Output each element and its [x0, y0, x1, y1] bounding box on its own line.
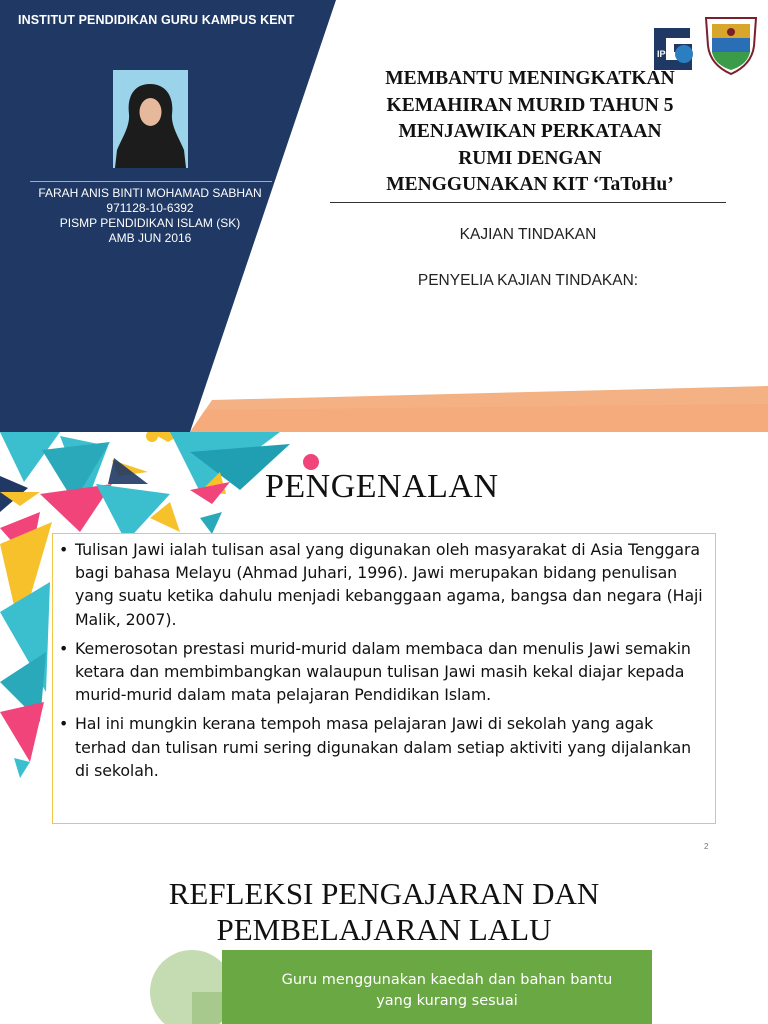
author-program: PISMP PENDIDIKAN ISLAM (SK) — [59, 216, 241, 230]
bullet-icon: • — [59, 540, 69, 559]
svg-text:IPG: IPG — [657, 49, 673, 59]
heading-line: REFLEKSI PENGAJARAN DAN — [168, 876, 600, 911]
introduction-bullet-list — [59, 538, 705, 782]
author-divider — [30, 181, 272, 182]
title-line: RUMI DENGAN — [458, 147, 602, 169]
slide-reflection — [0, 860, 768, 1024]
title-line: MENJAWIKAN PERKATAAN — [398, 121, 662, 142]
slide-introduction — [0, 432, 768, 860]
ipg-logo — [654, 28, 693, 70]
bullet-icon: • — [59, 714, 69, 734]
heading-line: PEMBELAJARAN LALU — [216, 912, 552, 947]
thesis-title — [355, 66, 705, 199]
title-line: MEMBANTU MENINGKATKAN — [385, 68, 675, 89]
title-line: KEMAHIRAN MURID TAHUN 5 — [386, 94, 674, 116]
section-heading — [0, 876, 768, 948]
kent-crest-logo — [706, 18, 756, 74]
title-divider — [330, 202, 726, 203]
author-photo — [113, 70, 188, 168]
author-intake: AMB JUN 2016 — [108, 231, 192, 245]
bullet-icon: • — [59, 638, 69, 658]
list-item — [59, 712, 705, 782]
slide-title — [0, 0, 768, 432]
person-icon — [113, 70, 188, 168]
bullet-text: Hal ini mungkin kerana tempoh masa pelajaran Jawi di sekolah yang agak terhad dan tulisan rumi sering digunakan dalam setiap aktiviti yang dijalankan di sekolah. — [75, 714, 692, 780]
author-name: FARAH ANIS BINTI MOHAMAD SABHAN — [38, 186, 262, 200]
bullet-text: Tulisan Jawi ialah tulisan asal yang digunakan oleh masyarakat di Asia Tenggara bagi bahasa Melayu (Ahmad Juhari, 1996). Jawi merupakan bidang penulisan yang suatu ketika dahulu menjadi kebanggaan agama, bangsa dan negara (Haji Malik, 2007). — [75, 540, 703, 629]
supervisor-label: PENYELIA KAJIAN TINDAKAN: — [417, 272, 639, 289]
author-details — [30, 186, 270, 246]
subtitle: KAJIAN TINDAKAN — [459, 226, 597, 243]
author-id: 971128-10-6392 — [106, 201, 194, 215]
page-number: 2 — [704, 842, 709, 851]
list-item — [59, 637, 705, 707]
section-heading: PENGENALAN — [265, 468, 499, 505]
introduction-content-box — [52, 533, 716, 824]
institute-name: INSTITUT PENDIDIKAN GURU KAMPUS KENT — [18, 13, 295, 27]
list-item — [59, 538, 705, 631]
bullet-text: Kemerosotan prestasi murid-murid dalam membaca dan menulis Jawi semakin ketara dan membimbangkan walaupun tulisan Jawi masih kekal diajar kepada murid-murid dalam mata pelajaran Pendidikan Islam. — [75, 638, 691, 705]
reflection-point-box: Guru menggunakan kaedah dan bahan bantu yang kurang sesuai — [222, 950, 652, 1024]
title-line: MENGGUNAKAN KIT ‘TaToHu’ — [386, 174, 674, 195]
